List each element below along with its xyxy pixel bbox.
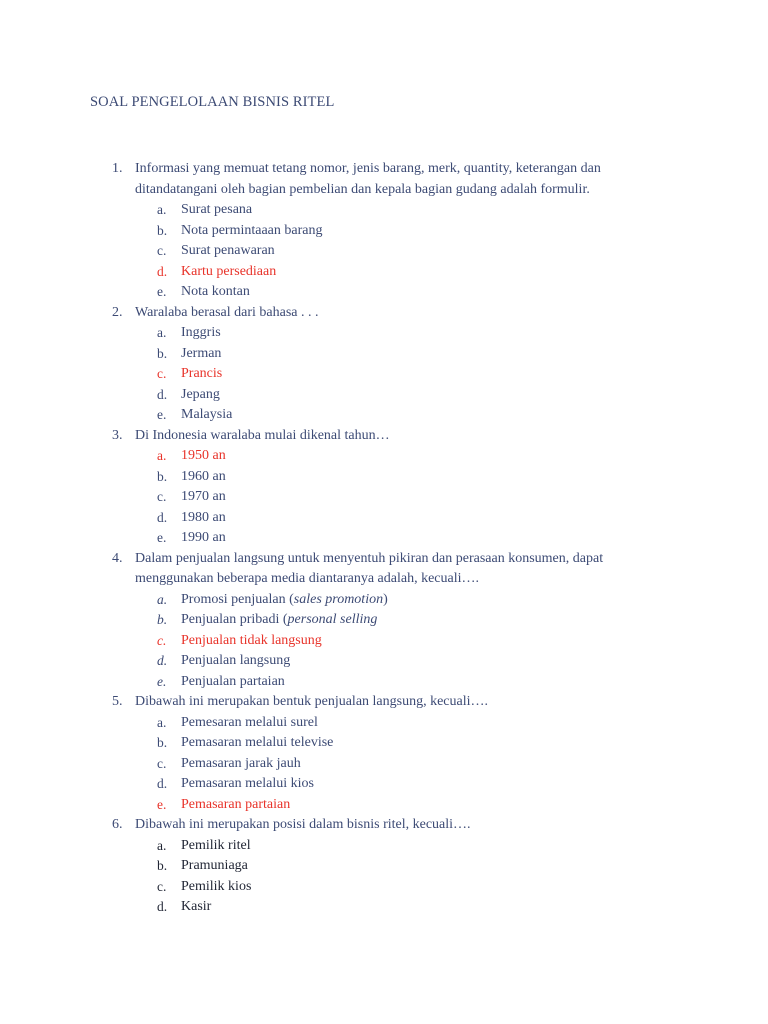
option-text: 1980 an <box>181 509 226 525</box>
option-b <box>0 610 768 631</box>
option-text: 1990 an <box>181 530 226 545</box>
option-letter: e. <box>157 407 167 422</box>
option-letter: b. <box>157 468 168 484</box>
option-text: Kasir <box>181 899 212 914</box>
option-text: Surat pesana <box>181 202 253 217</box>
option-b <box>0 733 768 754</box>
question-text <box>135 159 655 200</box>
option-letter: c. <box>157 489 167 504</box>
option-text: Surat penawaran <box>181 243 275 258</box>
question-text-line: Waralaba berasal dari bahasa . . . <box>135 304 319 320</box>
option-letter: a. <box>157 837 167 853</box>
option-letter: b. <box>157 858 168 873</box>
option-text-italic: sales promotion <box>293 591 384 607</box>
option-c <box>0 241 768 262</box>
option-text-after: ) <box>383 591 388 607</box>
option-text: Pemesaran melalui surel <box>181 714 318 730</box>
option-text: Malaysia <box>181 407 233 422</box>
option-text: 1970 an <box>181 489 226 504</box>
question-number: 1. <box>112 161 123 176</box>
option-letter: a. <box>157 325 167 340</box>
question-text-line: Dibawah ini merupakan posisi dalam bisnis ritel, kecuali…. <box>135 817 471 832</box>
option-b <box>0 344 768 365</box>
option-a <box>0 323 768 344</box>
option-b <box>0 856 768 877</box>
option-letter: e. <box>157 284 167 299</box>
option-a-correct <box>0 446 768 467</box>
question-text-line: Informasi yang memuat tetang nomor, jenis barang, merk, quantity, keterangan dan <box>135 161 601 176</box>
option-letter: c. <box>157 878 167 894</box>
option-text: Kartu persediaan <box>181 263 277 279</box>
option-text: Nota kontan <box>181 284 250 299</box>
option-text-main: Penjualan pribadi ( <box>181 612 288 627</box>
option-c <box>0 487 768 508</box>
option-e-correct <box>0 795 768 816</box>
question-number: 6. <box>112 817 123 832</box>
document-title: SOAL PENGELOLAAN BISNIS RITEL <box>90 94 335 110</box>
option-e <box>0 405 768 426</box>
option-letter: d. <box>157 776 168 791</box>
option-letter: a. <box>157 202 167 217</box>
option-text: Penjualan tidak langsung <box>181 632 322 648</box>
option-text: Jepang <box>181 386 220 402</box>
option-letter: c. <box>157 755 167 771</box>
question-text <box>135 549 655 590</box>
option-a <box>0 836 768 857</box>
option-letter: b. <box>157 345 168 361</box>
option-text: Inggris <box>181 325 221 340</box>
option-text: 1950 an <box>181 448 226 463</box>
option-text: Penjualan langsung <box>181 653 291 668</box>
question-number: 3. <box>112 427 123 443</box>
option-text-italic: personal selling <box>287 612 378 627</box>
option-text: Jerman <box>181 345 222 361</box>
option-list <box>0 590 768 693</box>
option-d <box>0 651 768 672</box>
option-text <box>181 610 377 631</box>
question-text-line: ditandatangani oleh bagian pembelian dan kepala bagian gudang adalah formulir. <box>135 181 590 197</box>
option-text: Pramuniaga <box>181 858 248 873</box>
option-text: Pemasaran jarak jauh <box>181 755 301 771</box>
option-letter: c. <box>157 243 167 258</box>
option-d <box>0 508 768 529</box>
option-text: Pemilik ritel <box>181 837 251 853</box>
option-letter: d. <box>157 386 168 402</box>
option-letter: c. <box>157 632 167 648</box>
option-text: Prancis <box>181 366 223 381</box>
question-1 <box>0 159 768 303</box>
question-number: 5. <box>112 694 123 709</box>
option-text: Pemilik kios <box>181 878 252 894</box>
option-letter: a. <box>157 591 168 607</box>
option-c <box>0 754 768 775</box>
option-b <box>0 467 768 488</box>
question-6 <box>0 815 768 918</box>
option-letter: e. <box>157 530 167 545</box>
option-a <box>0 590 768 611</box>
option-d <box>0 897 768 918</box>
option-list <box>0 200 768 303</box>
question-4 <box>0 549 768 693</box>
option-list <box>0 836 768 918</box>
option-letter: c. <box>157 366 167 381</box>
option-d-correct <box>0 262 768 283</box>
question-2 <box>0 303 768 426</box>
option-d <box>0 774 768 795</box>
option-text: 1960 an <box>181 468 226 484</box>
option-letter: d. <box>157 899 168 914</box>
option-e <box>0 528 768 549</box>
option-letter: e. <box>157 673 167 689</box>
option-c <box>0 877 768 898</box>
option-letter: d. <box>157 653 168 668</box>
option-text: Nota permintaaan barang <box>181 222 323 238</box>
question-text <box>135 426 655 447</box>
question-text-line: Dalam penjualan langsung untuk menyentuh pikiran dan perasaan konsumen, dapat <box>135 550 604 566</box>
option-letter: d. <box>157 263 168 279</box>
option-text: Pemasaran melalui kios <box>181 776 314 791</box>
option-letter: b. <box>157 222 168 238</box>
question-number: 4. <box>112 550 123 566</box>
option-text-main: Promosi penjualan ( <box>181 591 294 607</box>
option-letter: b. <box>157 735 168 750</box>
question-text <box>135 815 655 836</box>
option-text: Penjualan partaian <box>181 673 285 689</box>
question-5 <box>0 692 768 815</box>
option-text <box>181 590 388 611</box>
option-letter: e. <box>157 796 167 812</box>
option-a <box>0 200 768 221</box>
option-text: Pemasaran melalui televise <box>181 735 334 750</box>
option-letter: a. <box>157 714 167 730</box>
option-list <box>0 323 768 426</box>
option-c-correct <box>0 364 768 385</box>
option-e <box>0 282 768 303</box>
option-d <box>0 385 768 406</box>
option-list <box>0 446 768 549</box>
option-c-correct <box>0 631 768 652</box>
question-text <box>135 303 655 324</box>
option-letter: d. <box>157 509 168 525</box>
option-letter: a. <box>157 448 167 463</box>
option-e <box>0 672 768 693</box>
question-text-line: menggunakan beberapa media diantaranya adalah, kecuali…. <box>135 571 480 586</box>
option-b <box>0 221 768 242</box>
option-text: Pemasaran partaian <box>181 796 291 812</box>
question-text-line: Di Indonesia waralaba mulai dikenal tahun… <box>135 427 390 443</box>
question-3 <box>0 426 768 549</box>
question-text-line: Dibawah ini merupakan bentuk penjualan langsung, kecuali…. <box>135 694 489 709</box>
question-list <box>0 159 768 918</box>
option-letter: b. <box>157 612 168 627</box>
question-text <box>135 692 655 713</box>
option-list <box>0 713 768 816</box>
question-number: 2. <box>112 304 123 320</box>
option-a <box>0 713 768 734</box>
